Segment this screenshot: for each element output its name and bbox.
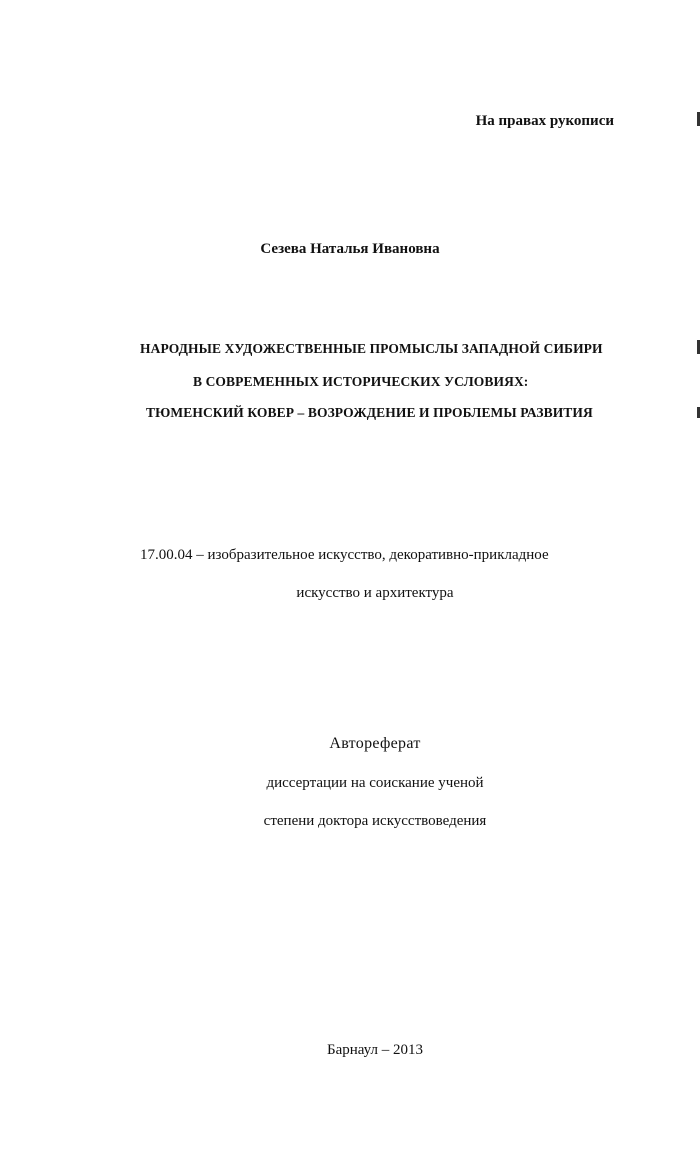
title-line-3: ТЮМЕНСКИЙ КОВЕР – ВОЗРОЖДЕНИЕ И ПРОБЛЕМЫ РАЗВИТИЯ [146, 405, 593, 420]
specialty-line-1: 17.00.04 – изобразительное искусство, декоративно-прикладное [140, 547, 549, 563]
author-name: Сезева Наталья Ивановна [260, 241, 440, 257]
specialty-line-2: искусство и архитектура [296, 585, 454, 601]
manuscript-note: На правах рукописи [475, 113, 614, 129]
dissertation-line-2: степени доктора искусствоведения [263, 813, 487, 829]
title-line-2: В СОВРЕМЕННЫХ ИСТОРИЧЕСКИХ УСЛОВИЯХ: [193, 374, 529, 389]
title-line-1: НАРОДНЫЕ ХУДОЖЕСТВЕННЫЕ ПРОМЫСЛЫ ЗАПАДНОЙ СИБИРИ [140, 341, 603, 356]
abstract-heading: Автореферат [329, 735, 421, 752]
dissertation-line-1: диссертации на соискание ученой [266, 775, 484, 791]
city-year: Барнаул – 2013 [326, 1042, 424, 1058]
